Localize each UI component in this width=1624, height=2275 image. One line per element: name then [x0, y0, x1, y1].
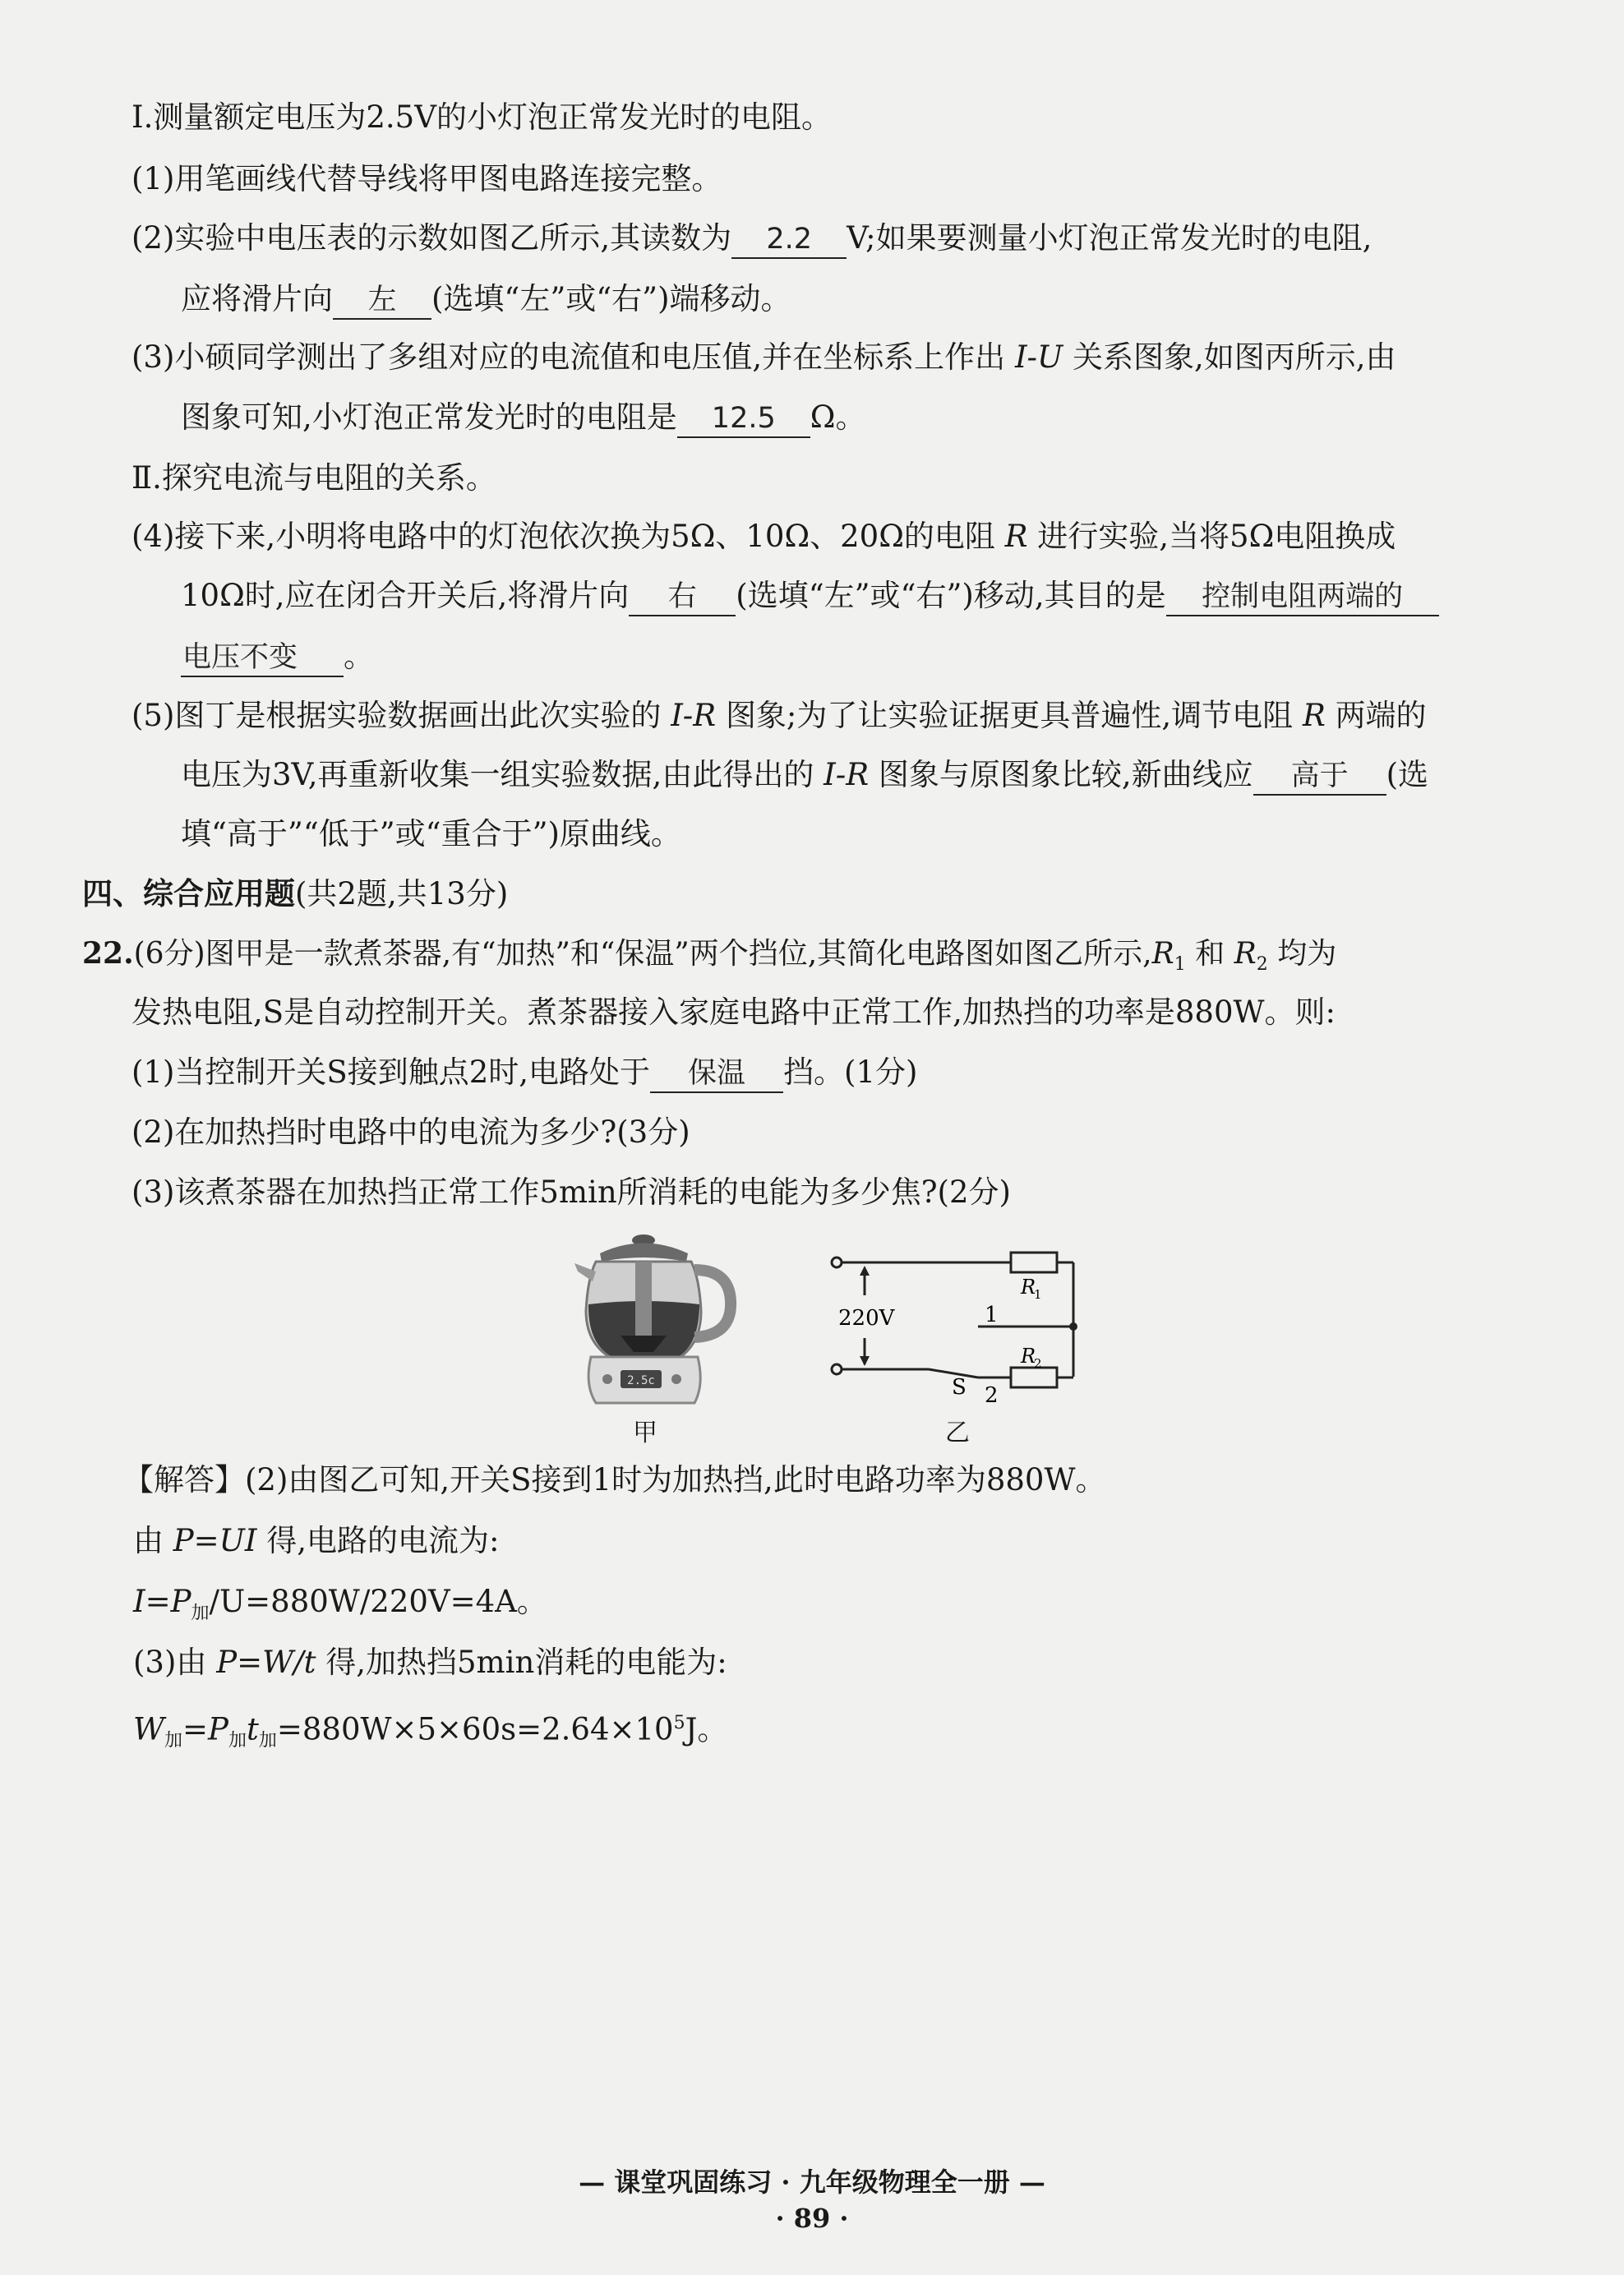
q4-answer-purpose-b: 电压不变	[181, 639, 344, 677]
q5-text-a: (5)图丁是根据实验数据画出此次实验的	[131, 698, 662, 733]
contact-1-label: 1	[985, 1303, 999, 1327]
solution-l2-formula: P=UI	[173, 1523, 257, 1558]
q5-text-f: (选	[1386, 757, 1429, 792]
question-2-line1	[131, 218, 1372, 259]
question-3-line2	[181, 397, 865, 438]
q22-intro-line2: 发热电阻,S是自动控制开关。煮茶器接入家庭电路中正常工作,加热挡的功率是880W。则:	[131, 994, 1336, 1030]
q22-r1-sub: 1	[1174, 954, 1186, 976]
q22-and: 和	[1195, 937, 1225, 971]
q4-text-c: 10Ω时,应在闭合开关后,将滑片向	[181, 578, 630, 613]
solution-l4-a: (3)由	[133, 1645, 207, 1680]
question-5-line2	[181, 754, 1428, 796]
solution-l5-sub3: 加	[258, 1730, 277, 1751]
question-4-line2	[181, 575, 1439, 616]
question-2-line2	[181, 279, 791, 320]
circuit-diagram	[814, 1241, 1101, 1414]
solution-l3-sub: 加	[191, 1603, 210, 1624]
switch-label: S	[952, 1375, 967, 1400]
q22-p1-text-b: 挡。(1分)	[783, 1054, 918, 1090]
q5-ir-symbol: I-R	[671, 698, 717, 733]
q4-answer-direction: 右	[629, 579, 736, 616]
tea-maker-figure	[563, 1229, 744, 1410]
q5-ir-symbol-2: I-R	[824, 757, 870, 792]
q3-text-b: 关系图象,如图丙所示,由	[1073, 339, 1396, 375]
q3-text-c: 图象可知,小灯泡正常发光时的电阻是	[181, 399, 677, 435]
q2-answer-direction: 左	[333, 282, 431, 320]
q22-r2: R	[1234, 937, 1257, 971]
question-4-line3	[181, 636, 374, 677]
part2-heading: Ⅱ.探究电流与电阻的关系。	[131, 460, 496, 496]
q22-p1-answer: 保温	[650, 1055, 783, 1093]
solution-l5-eq: =P	[182, 1711, 228, 1747]
solution-line1	[123, 1460, 1105, 1501]
q22-r1: R	[1151, 937, 1174, 971]
r1-label-sub: 1	[1034, 1287, 1042, 1302]
solution-l5-t: t	[246, 1711, 259, 1747]
solution-l2-b: 得,电路的电流为:	[266, 1523, 500, 1558]
q5-text-c: 两端的	[1335, 698, 1427, 733]
contact-2-label: 2	[985, 1383, 999, 1408]
q22-part2: (2)在加热挡时电路中的电流为多少?(3分)	[131, 1114, 690, 1150]
q4-answer-purpose-a: 控制电阻两端的	[1166, 579, 1439, 616]
q3-text-a: (3)小硕同学测出了多组对应的电流值和电压值,并在坐标系上作出	[131, 339, 1006, 375]
q5-answer: 高于	[1253, 758, 1386, 796]
question-3-line1	[131, 337, 1396, 378]
q22-part1	[131, 1052, 917, 1093]
question-5-line1	[131, 695, 1427, 736]
q22-number: 22.	[82, 936, 134, 971]
solution-line2	[133, 1521, 499, 1562]
q2-text-b: V;如果要测量小灯泡正常发光时的电阻,	[847, 220, 1373, 256]
q3-answer-resistance: 12.5	[677, 400, 810, 438]
r2-label: R	[1021, 1345, 1036, 1368]
part1-heading: Ⅰ.测量额定电压为2.5V的小灯泡正常发光时的电阻。	[131, 99, 832, 135]
question-4-line1	[131, 516, 1396, 557]
r1-label: R	[1021, 1276, 1036, 1299]
q4-r-symbol: R	[1004, 519, 1028, 554]
q4-text-d: (选填“左”或“右”)移动,其目的是	[736, 578, 1166, 613]
q5-text-e: 图象与原图象比较,新曲线应	[878, 757, 1253, 792]
solution-l5-end: J。	[685, 1711, 728, 1747]
q22-intro-b: 均为	[1277, 937, 1337, 971]
solution-l4-b: 得,加热挡5min消耗的电能为:	[325, 1645, 727, 1680]
q4-text-e: 。	[344, 639, 374, 674]
section4-title: 四、综合应用题	[82, 875, 295, 911]
solution-l3-rest: /U=880W/220V=4A。	[209, 1584, 547, 1619]
solution-line5	[133, 1703, 727, 1762]
solution-l5-sub2: 加	[228, 1730, 247, 1751]
solution-line4	[133, 1642, 727, 1683]
solution-line3	[133, 1581, 547, 1634]
q22-intro-a: (6分)图甲是一款煮茶器,有“加热”和“保温”两个挡位,其简化电路图如图乙所示,	[133, 937, 1152, 971]
figure-a-caption: 甲	[633, 1419, 657, 1447]
solution-l4-formula: P=W/t	[216, 1645, 316, 1680]
q2-text-d: (选填“左”或“右”)端移动。	[431, 281, 791, 316]
q22-r2-sub: 2	[1256, 954, 1268, 976]
question-5-line3: 填“高于”“低于”或“重合于”)原曲线。	[181, 816, 681, 851]
footer-title: — 课堂巩固练习 · 九年级物理全一册 —	[579, 2167, 1045, 2198]
q22-p1-text-a: (1)当控制开关S接到触点2时,电路处于	[131, 1054, 651, 1090]
question-1: (1)用笔画线代替导线将甲图电路连接完整。	[131, 161, 722, 196]
q22-part3: (3)该煮茶器在加热挡正常工作5min所消耗的电能为多少焦?(2分)	[131, 1174, 1011, 1210]
solution-l5-sub1: 加	[164, 1730, 183, 1751]
section4-note: (共2题,共13分)	[295, 876, 509, 911]
solution-l5-w: W	[133, 1711, 165, 1747]
q5-text-b: 图象;为了让实验证据更具普遍性,调节电阻	[725, 698, 1294, 733]
q2-answer-voltage: 2.2	[731, 221, 847, 259]
q2-text-c: 应将滑片向	[181, 281, 333, 316]
tea-maker-display: 2.5c	[627, 1374, 655, 1387]
solution-l3-i: I=P	[133, 1584, 191, 1619]
q4-text-b: 进行实验,当将5Ω电阻换成	[1037, 519, 1396, 554]
voltage-label: 220V	[838, 1306, 895, 1331]
solution-l5-rest: =880W×5×60s=2.64×10	[276, 1711, 674, 1747]
solution-tag: 【解答】	[123, 1462, 245, 1497]
solution-l2-a: 由	[133, 1523, 164, 1558]
page-number: · 89 ·	[775, 2203, 849, 2234]
q22-intro-line1	[82, 933, 1336, 985]
r2-label-sub: 2	[1034, 1356, 1042, 1371]
figure-b-caption: 乙	[945, 1419, 970, 1447]
q5-text-d: 电压为3V,再重新收集一组实验数据,由此得出的	[181, 757, 814, 792]
q3-text-d: Ω。	[810, 399, 866, 435]
section4-heading	[82, 873, 508, 915]
solution-line1-text: (2)由图乙可知,开关S接到1时为加热挡,此时电路功率为880W。	[245, 1462, 1106, 1497]
q4-text-a: (4)接下来,小明将电路中的灯泡依次换为5Ω、10Ω、20Ω的电阻	[131, 519, 995, 554]
q5-r-symbol: R	[1302, 698, 1326, 733]
q2-text-a: (2)实验中电压表的示数如图乙所示,其读数为	[131, 220, 732, 256]
q3-iu-symbol: I-U	[1014, 339, 1063, 375]
solution-l5-sup: 5	[673, 1713, 685, 1733]
